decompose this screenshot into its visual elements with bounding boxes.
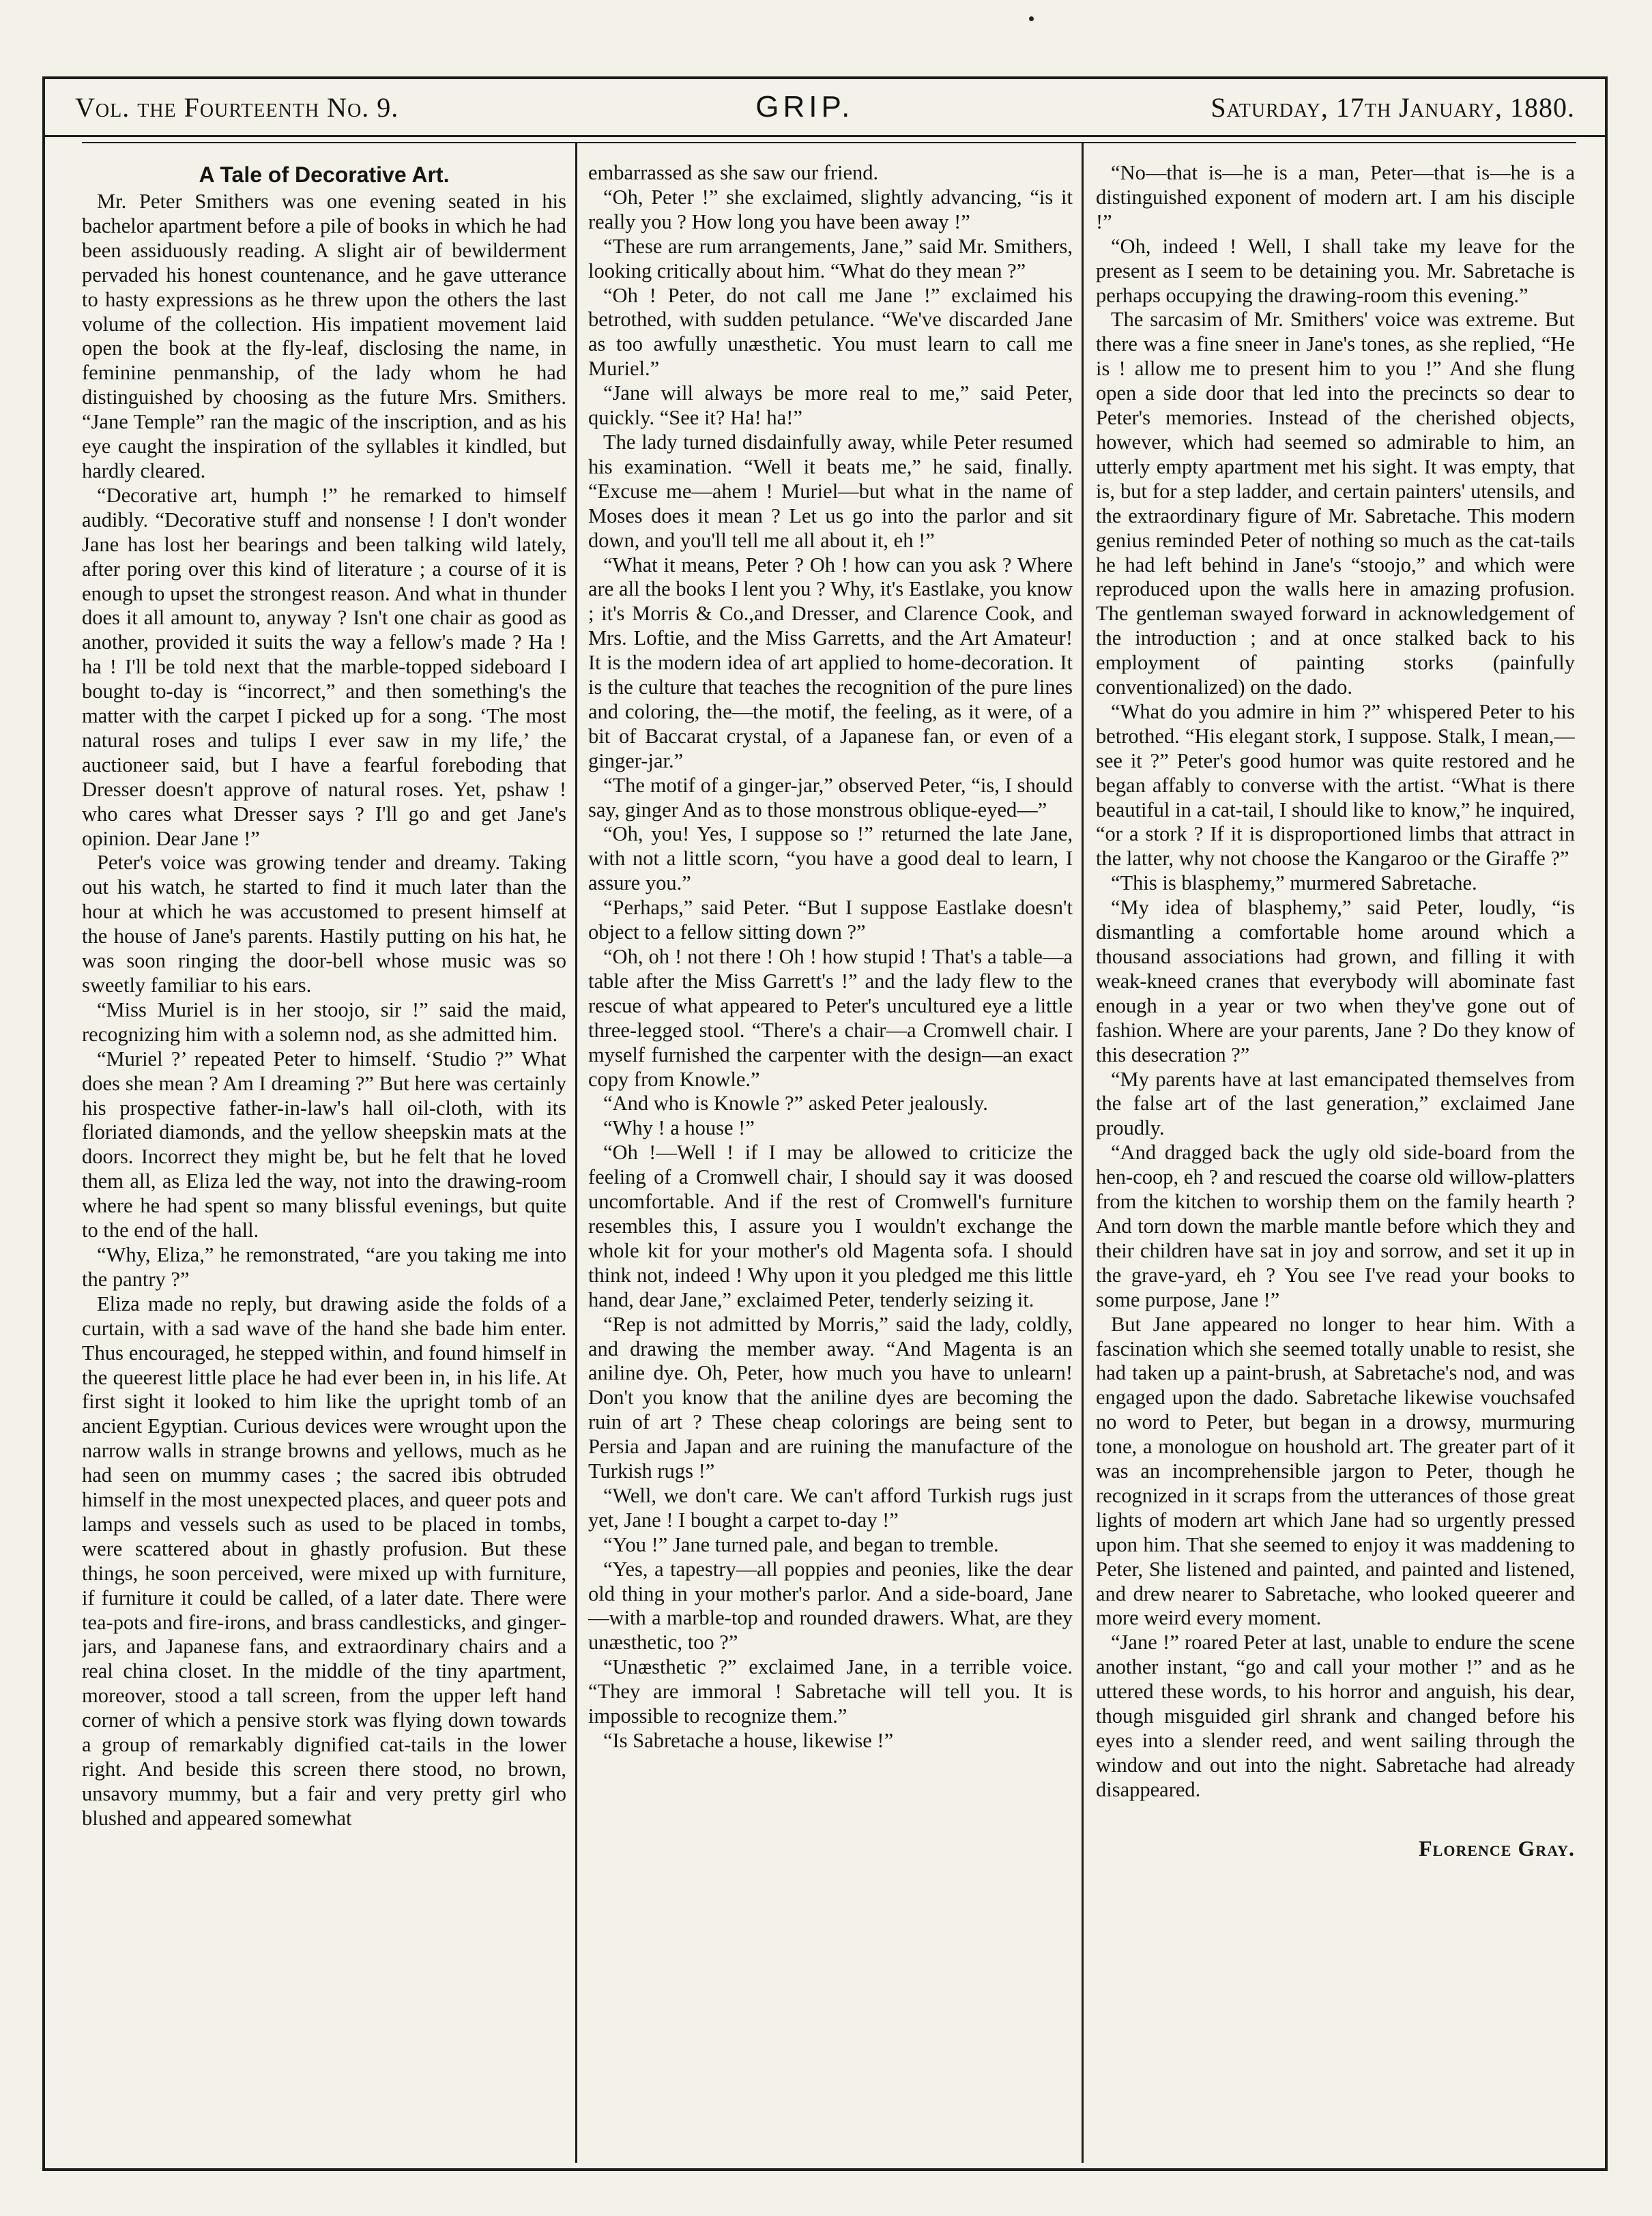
column-divider-2: [1082, 143, 1084, 2163]
paragraph: “Why, Eliza,” he remonstrated, “are you taking me into the pantry ?”: [82, 1242, 566, 1291]
paragraph: “These are rum arrangements, Jane,” said Mr. Smithers, looking critically about him. “What do they mean ?”: [588, 234, 1073, 282]
paragraph: embarrassed as she saw our friend.: [588, 161, 879, 184]
masthead-rule: [42, 135, 1608, 137]
paragraph: “Muriel ?’ repeated Peter to himself. ‘Studio ?” What does she mean ? Am I dreaming ?” But here was certainly his prospective father-in-law's hall oil-cloth, with its floriated diamonds, and the yellow sheepskin mats at the doors. Incorrect they might be, but he felt that he loved them all, as Eliza led the way, not into the drawing-room where he had spent so many blissful evenings, but quite to the end of the hall.: [82, 1047, 566, 1242]
masthead-rule-double: [82, 142, 1576, 143]
paragraph: “Oh ! Peter, do not call me Jane !” exclaimed his betrothed, with sudden petulance. “We've discarded Jane as too awfully unæsthetic. You must learn to call me Muriel.”: [588, 283, 1073, 381]
article-column-2: [588, 161, 1073, 2160]
paragraph: “This is blasphemy,” murmered Sabretache.: [1111, 871, 1477, 895]
paragraph: “Oh, indeed ! Well, I shall take my leave for the present as I seem to be detaining you. Mr. Sabretache is perhaps occupying the drawing-room this evening.”: [1096, 234, 1575, 307]
paragraph: The lady turned disdainfully away, while Peter resumed his examination. “Well it beats me,” he said, finally. “Excuse me—ahem ! Muriel—but what in the name of Moses does it mean ? Let us go into the parlor and sit down, and you'll tell me all about it, eh !”: [588, 430, 1073, 552]
paragraph: “Is Sabretache a house, likewise !”: [603, 1729, 894, 1752]
paragraph: “Yes, a tapestry—all poppies and peonies, like the dear old thing in your mother's parlor. And a side-board, Jane—with a marble-top and rounded drawers. What, are they unæsthetic, too ?”: [588, 1557, 1073, 1654]
volume-number: Vol. the Fourteenth No. 9.: [75, 91, 399, 123]
publication-title: GRIP.: [755, 90, 854, 123]
paragraph: “Oh !—Well ! if I may be allowed to criticize the feeling of a Cromwell chair, I should say it was doosed uncomfortable. And if the rest of Cromwell's furniture resembles this, I assure you I wouldn't exchange the whole kit for your mother's old Magenta sofa. I should think not, indeed ! Why upon it you pledged me this little hand, dear Jane,” exclaimed Peter, tenderly seizing it.: [588, 1141, 1073, 1311]
paragraph: “Why ! a house !”: [603, 1116, 755, 1140]
issue-date: Saturday, 17th January, 1880.: [1211, 91, 1575, 123]
paragraph: “Oh, oh ! not there ! Oh ! how stupid ! That's a table—a table after the Miss Garrett's !” and the lady flew to the rescue of what appeared to Peter's uncultured eye a little three-legged stool. “There's a chair—a Cromwell chair. I myself furnished the carpenter with the design—an exact copy from Knowle.”: [588, 945, 1073, 1091]
paragraph: “What it means, Peter ? Oh ! how can you ask ? Where are all the books I lent you ? Why, it's Eastlake, you know ; it's Morris & Co.,and Dresser, and Clarence Cook, and Mrs. Loftie, and the Miss Garretts, and the Art Amateur! It is the modern idea of art applied to home-decoration. It is the culture that teaches the recognition of the pure lines and coloring, the—the motif, the feeling, as it were, of a bit of Baccarat crystal, of a Japanese fan, or even of a ginger-jar.”: [588, 553, 1073, 772]
paragraph: Mr. Peter Smithers was one evening seated in his bachelor apartment before a pile of books in which he had been assiduously reading. A slight air of bewilderment pervaded his honest countenance, and he gave utterance to hasty expressions as he threw upon the others the last volume of the collection. His impatient movement laid open the book at the fly-leaf, disclosing the name, in feminine penmanship, of the lady whom he had distinguished by choosing as the future Mrs. Smithers. “Jane Temple” ran the magic of the inscription, and as his eye caught the inspiration of the syllables it kindled, but hardly cleared.: [82, 190, 566, 482]
paragraph: “And who is Knowle ?” asked Peter jealously.: [603, 1092, 988, 1116]
paragraph: “You !” Jane turned pale, and began to tremble.: [603, 1532, 999, 1556]
paragraph: “Perhaps,” said Peter. “But I suppose Eastlake doesn't object to a fellow sitting down ?”: [588, 896, 1073, 944]
paragraph: “My idea of blasphemy,” said Peter, loudly, “is dismantling a comfortable home around which a thousand associations had grown, and filling it with weak-kneed cranes that everybody will abominate fast enough in a year or two when they've gone out of fashion. Where are your parents, Jane ? Do they know of this desecration ?”: [1096, 896, 1575, 1066]
paragraph: “Rep is not admitted by Morris,” said the lady, coldly, and drawing the member away. “And Magenta is an aniline dye. Oh, Peter, how much you have to unlearn! Don't you know that the aniline dyes are becoming the ruin of art ? These cheap colorings are being sent to Persia and Japan and are ruining the manufacture of the Turkish rugs !”: [588, 1312, 1073, 1483]
article-headline: A Tale of Decorative Art.: [199, 162, 450, 187]
column-divider-1: [575, 143, 577, 2163]
paragraph: “Miss Muriel is in her stoojo, sir !” said the maid, recognizing him with a solemn nod, as she admitted him.: [82, 997, 566, 1046]
paragraph: Eliza made no reply, but drawing aside the folds of a curtain, with a sad wave of the hand she bade him enter. Thus encouraged, he stepped within, and found himself in the queerest little place he had ever been in, in his life. At first sight it looked to him like the upright tomb of an ancient Egyptian. Curious devices were wrought upon the narrow walls in strange browns and yellows, much as he had seen on mummy cases ; the sacred ibis obtruded himself in the most unexpected places, and queer pots and lamps and vessels such as used to be placed in tombs, were scattered about in ghastly profusion. But these things, he soon perceived, were mixed up with furniture, if furniture it could be called, of a later date. There were tea-pots and fire-irons, and brass candlesticks, and ginger-jars, and Japanese fans, and extraordinary chairs and a real china closet. In the middle of the tiny apartment, moreover, stood a tall screen, from the upper left hand corner of which a pensive stork was flying down towards a group of remarkably dignified cat-tails in the lower right. And beside this screen there stood, no brown, unsavory mummy, but a fair and very pretty girl who blushed and appeared somewhat: [82, 1292, 566, 1830]
paragraph: “Unæsthetic ?” exclaimed Jane, in a terrible voice. “They are immoral ! Sabretache will tell you. It is impossible to recognize them.”: [588, 1655, 1073, 1728]
paragraph: “Well, we don't care. We can't afford Turkish rugs just yet, Jane ! I bought a carpet to-day !”: [588, 1483, 1073, 1532]
paragraph: “Jane will always be more real to me,” said Peter, quickly. “See it? Ha! ha!”: [588, 381, 1073, 430]
paragraph: “Oh, Peter !” she exclaimed, slightly advancing, “is it really you ? How long you have been away !”: [588, 185, 1073, 233]
author-signature: Florence Gray.: [1419, 1835, 1575, 1861]
paragraph: “Decorative art, humph !” he remarked to himself audibly. “Decorative stuff and nonsense ! I don't wonder Jane has lost her bearings and been talking wild lately, after poring over this kind of literature ; a course of it is enough to upset the strongest reason. And what in thunder does it all amount to, anyway ? Isn't one chair as good as another, provided it suits the way a fellow's made ? Ha ! ha ! I'll be told next that the marble-topped sideboard I bought to-day is “incorrect,” and then something's the matter with the carpet I picked up for a song. ‘The most natural roses and tulips I ever saw in my life,’ the auctioneer said, but I have a fearful foreboding that Dresser doesn't approve of natural roses. Yet, pshaw ! who cares what Dresser says ? I'll go and get Jane's opinion. Dear Jane !”: [82, 483, 566, 850]
paragraph: “Jane !” roared Peter at last, unable to endure the scene another instant, “go and call your mother !” and as he uttered these words, to his horror and anguish, his dear, though misguided girl shrank and changed before his eyes into a slender reed, and went sailing through the window and out into the night. Sabretache had already disappeared.: [1096, 1631, 1575, 1801]
paragraph: “The motif of a ginger-jar,” observed Peter, “is, I should say, ginger And as to those monstrous oblique-eyed—”: [588, 773, 1073, 821]
paragraph: Peter's voice was growing tender and dreamy. Taking out his watch, he started to find it much later than the hour at which he was accustomed to present himself at the house of Jane's parents. Hastily putting on his hat, he was soon ringing the door-bell whose music was so sweetly familiar to his ears.: [82, 851, 566, 997]
paragraph: “And dragged back the ugly old side-board from the hen-coop, eh ? and rescued the coarse old willow-platters from the kitchen to worship them on the family hearth ? And torn down the marble mantle before which they and their children have sat in joy and sorrow, and set it up in the grave-yard, eh ? You see I've read your books to some purpose, Jane !”: [1096, 1141, 1575, 1311]
paragraph: “Oh, you! Yes, I suppose so !” returned the late Jane, with not a little scorn, “you have a good deal to learn, I assure you.”: [588, 822, 1073, 895]
paragraph: The sarcasim of Mr. Smithers' voice was extreme. But there was a fine sneer in Jane's tones, as she replied, “He is ! allow me to present him to you !” And she flung open a side door that led into the precincts so dear to Peter's memories. Instead of the cherished objects, however, which had seemed so admirable to him, an utterly empty apartment met his sight. It was empty, that is, but for a step ladder, and certain painters' utensils, and the extraordinary figure of Mr. Sabretache. This modern genius reminded Peter of nothing so much as the cat-tails he had left behind in Jane's “stoojo,” and which were reproduced upon the walls here in amazing profusion. The gentleman swayed forward in acknowledgement of the introduction ; and at once stalked back to his employment of painting storks (painfully conventionalized) on the dado.: [1096, 308, 1575, 699]
article-column-1: [82, 161, 566, 2160]
paragraph: “No—that is—he is a man, Peter—that is—he is a distinguished exponent of modern art. I am his disciple !”: [1096, 161, 1575, 233]
paragraph: But Jane appeared no longer to hear him. With a fascination which she seemed totally unable to resist, she had taken up a paint-brush, at Sabretache's nod, and was engaged upon the dado. Sabretache likewise vouchsafed no word to Peter, but began in a drowsy, murmuring tone, a monologue on houshold art. The greater part of it was an incomprehensible jargon to Peter, though he recognized in it scraps from the utterances of those great lights of modern art which Jane had so urgently pressed upon him. That she seemed to enjoy it was maddening to Peter, She listened and painted, and painted and listened, and drew nearer to Sabretache, who looked queerer and more weird every moment.: [1096, 1312, 1575, 1630]
article-column-3: [1096, 161, 1575, 2160]
print-speck: [1029, 16, 1034, 21]
paragraph: “What do you admire in him ?” whispered Peter to his betrothed. “His elegant stork, I suppose. Stalk, I mean,—see it ?” Peter's good humor was quite restored and he began affably to converse with the artist. “What is there beautiful in a cat-tail, I should like to know,” he inquired, “or a stork ? If it is disproportioned limbs that attract in the latter, why not choose the Kangaroo or the Giraffe ?”: [1096, 699, 1575, 871]
masthead: [42, 79, 1608, 135]
paragraph: “My parents have at last emancipated themselves from the false art of the last generation,” exclaimed Jane proudly.: [1096, 1067, 1575, 1140]
